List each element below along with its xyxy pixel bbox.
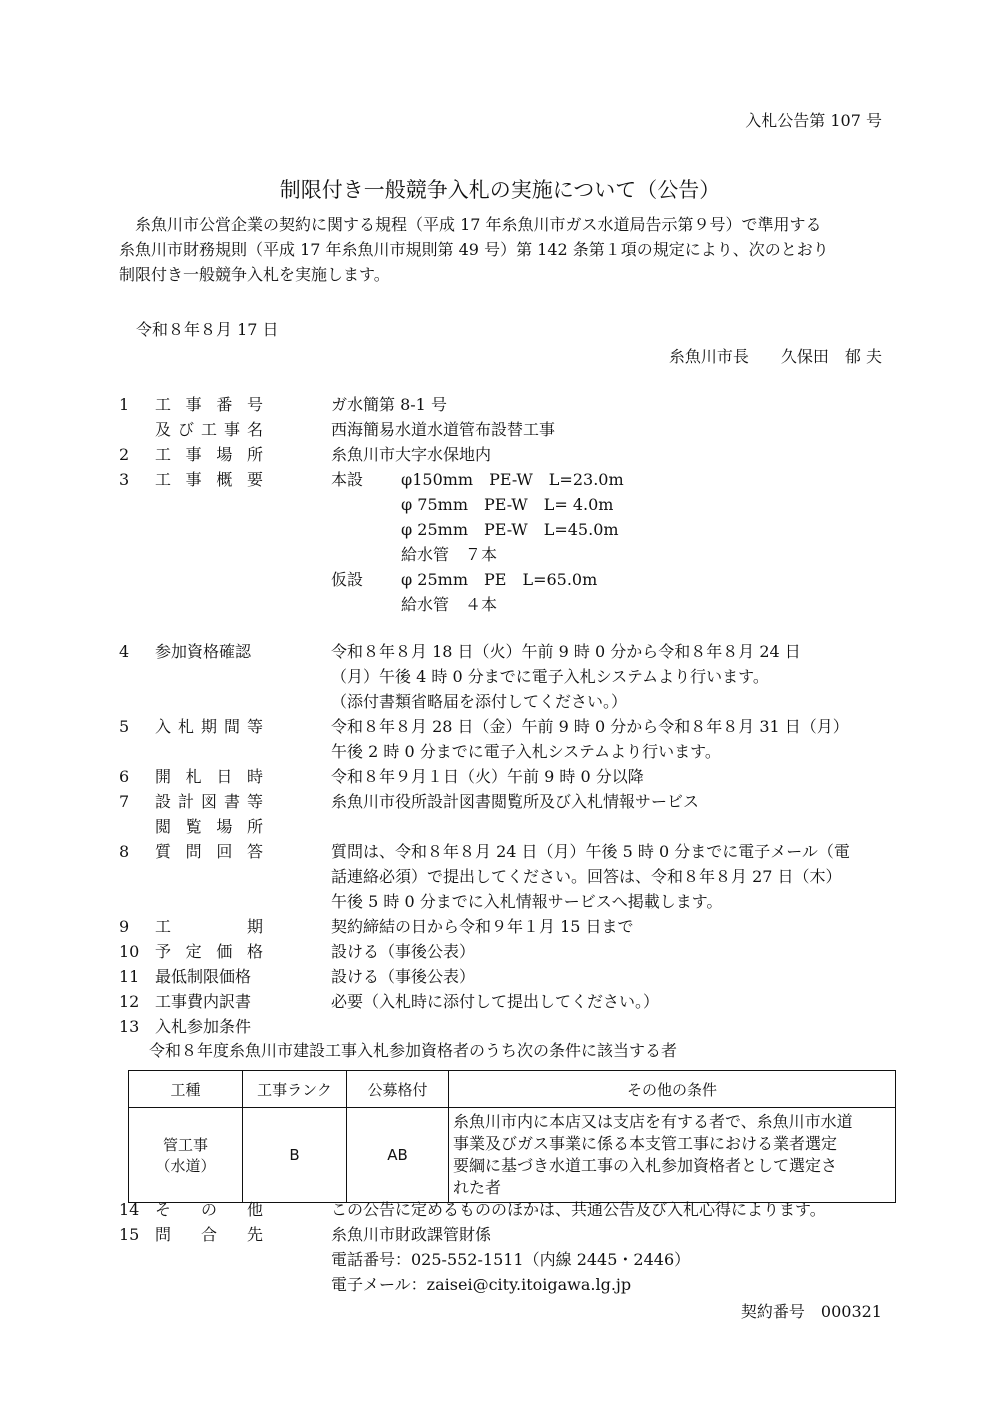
label-char: 工 <box>155 395 172 414</box>
spec-line <box>331 517 884 542</box>
item-4-line <box>119 664 884 689</box>
label-char: 場 <box>216 817 233 836</box>
item-number: 4 <box>119 642 130 661</box>
spec-row <box>119 592 884 617</box>
label-char: 事 <box>185 470 202 489</box>
notice-number: 入札公告第 107 号 <box>745 111 882 130</box>
label-char: 入 <box>155 717 172 736</box>
item-6 <box>119 764 884 789</box>
label-char: の <box>200 1200 217 1219</box>
item-13 <box>119 1014 884 1039</box>
label-char: 図 <box>200 792 217 811</box>
column-header: 公募格付 <box>347 1071 449 1108</box>
issuer: 糸魚川市長 久保田 郁 夫 <box>668 347 882 366</box>
label-char: 概 <box>216 470 233 489</box>
label-char: 間 <box>223 717 240 736</box>
conditions-intro: 令和８年度糸魚川市建設工事入札参加資格者のうち次の条件に該当する者 <box>149 1041 678 1060</box>
item-number: 7 <box>119 792 130 811</box>
label-char: 工 <box>155 470 172 489</box>
label-char: 時 <box>246 767 263 786</box>
table-row <box>129 1108 896 1203</box>
work-type-sub: （水道） <box>155 1157 216 1175</box>
item-4-line <box>119 689 884 714</box>
label-char: 先 <box>246 1225 263 1244</box>
item-number: 14 <box>119 1200 140 1219</box>
item-1 <box>119 392 884 417</box>
table-header-row <box>129 1071 896 1108</box>
label-char: 問 <box>185 842 202 861</box>
label-char: 問 <box>155 1225 172 1244</box>
label-char: 所 <box>246 445 263 464</box>
item-number: 5 <box>119 717 130 736</box>
notice-date: 令和８年８月 17 日 <box>136 320 279 339</box>
spec-text: φ150mm PE-W L=23.0m <box>401 470 624 489</box>
label-char: 等 <box>246 717 263 736</box>
column-header: 工事ランク <box>243 1071 347 1108</box>
item-label <box>155 939 263 964</box>
item-2 <box>119 442 884 467</box>
label-char: 所 <box>246 817 263 836</box>
item-value: 西海簡易水道水道管布設替工事 <box>331 420 556 439</box>
item-8-line <box>119 864 884 889</box>
item-11 <box>119 964 884 989</box>
label-char: 答 <box>246 842 263 861</box>
item-value: 必要（入札時に添付して提出してください。） <box>331 992 660 1011</box>
item-label: 最低制限価格 <box>155 967 252 986</box>
contact-office: 糸魚川市財政課管財係 <box>331 1225 492 1244</box>
label-char: 工 <box>155 445 172 464</box>
spec-text: φ 75mm PE-W L= 4.0m <box>401 495 614 514</box>
item-15 <box>119 1222 884 1247</box>
work-type: 管工事 <box>162 1136 208 1154</box>
spec-category: 本設 <box>331 470 364 489</box>
spec-row <box>119 567 884 592</box>
intro-paragraph <box>119 212 884 287</box>
item-value: 令和８年８月 18 日（火）午前 9 時 0 分から令和８年８月 24 日 <box>331 642 801 661</box>
item-list-lower <box>119 1197 884 1297</box>
spec-line <box>331 592 884 617</box>
item-number: 13 <box>119 1017 140 1036</box>
contact-line <box>119 1272 884 1297</box>
spec-row <box>119 492 884 517</box>
spec-row <box>119 542 884 567</box>
condition-line: れた者 <box>453 1178 502 1197</box>
item-value: 午後 5 時 0 分までに入札情報サービスへ掲載します。 <box>331 892 723 911</box>
label-char: 番 <box>216 395 233 414</box>
label-char: 予 <box>155 942 172 961</box>
label-char: 要 <box>246 470 263 489</box>
item-number: 2 <box>119 445 130 464</box>
label-char: 価 <box>216 942 233 961</box>
conditions-table <box>128 1070 896 1203</box>
label-char: 閲 <box>155 817 172 836</box>
contact-line <box>119 1247 884 1272</box>
item-9 <box>119 914 884 939</box>
label-char: 号 <box>246 395 263 414</box>
spec-text: 給水管 ４本 <box>401 595 498 614</box>
item-label <box>155 789 263 814</box>
label-char: 日 <box>216 767 233 786</box>
item-5-line <box>119 739 884 764</box>
intro-line: 糸魚川市公営企業の契約に関する規程（平成 17 年糸魚川市ガス水道局告示第９号）で準用する <box>119 215 822 234</box>
column-header: 工種 <box>129 1071 243 1108</box>
item-value: 契約締結の日から令和９年１月 15 日まで <box>331 917 634 936</box>
item-14 <box>119 1197 884 1222</box>
spec-line <box>331 492 884 517</box>
item-number: 15 <box>119 1225 140 1244</box>
label-char: そ <box>155 1200 172 1219</box>
spec-text: φ 25mm PE-W L=45.0m <box>401 520 619 539</box>
label-char: 格 <box>246 942 263 961</box>
item-number: 3 <box>119 470 130 489</box>
item-value: この公告に定めるもののほかは、共通公告及び入札心得によります。 <box>331 1200 826 1219</box>
label-char: 場 <box>216 445 233 464</box>
item-number: 11 <box>119 967 140 986</box>
item-number: 6 <box>119 767 130 786</box>
label-char: 他 <box>246 1200 263 1219</box>
other-conditions-cell <box>449 1108 896 1203</box>
label-char: 名 <box>246 420 263 439</box>
spec-line <box>331 542 884 567</box>
spec-line <box>331 467 884 492</box>
item-12 <box>119 989 884 1014</box>
label-char: 事 <box>223 420 240 439</box>
label-char: 計 <box>177 792 194 811</box>
item-label <box>155 392 263 417</box>
item-list <box>119 392 884 1064</box>
condition-line: 糸魚川市内に本店又は支店を有する者で、糸魚川市水道 <box>453 1112 853 1131</box>
label-char: 期 <box>200 717 217 736</box>
item-value: ガ水簡第 8-1 号 <box>331 395 447 414</box>
label-char: 期 <box>246 917 263 936</box>
item-label: 参加資格確認 <box>155 642 252 661</box>
item-value: 糸魚川市大字水保地内 <box>331 445 492 464</box>
item-label <box>155 442 263 467</box>
condition-line: 要綱に基づき水道工事の入札参加資格者として選定さ <box>453 1156 838 1175</box>
label-char: 定 <box>185 942 202 961</box>
label-char: 合 <box>200 1225 217 1244</box>
page-title: 制限付き一般競争入札の実施について（公告） <box>279 178 721 202</box>
label-char: 工 <box>155 917 172 936</box>
item-label <box>155 714 263 739</box>
item-label <box>155 814 263 839</box>
item-number: 9 <box>119 917 130 936</box>
spec-text: 給水管 ７本 <box>401 545 498 564</box>
item-label <box>155 1222 263 1247</box>
item-number: 8 <box>119 842 130 861</box>
column-header: その他の条件 <box>449 1071 896 1108</box>
item-5 <box>119 714 884 739</box>
item-label: 入札参加条件 <box>155 1017 252 1036</box>
contract-number: 契約番号 000321 <box>740 1302 882 1321</box>
item-4 <box>119 639 884 664</box>
item-number: 12 <box>119 992 140 1011</box>
item-value: 糸魚川市役所設計図書閲覧所及び入札情報サービス <box>331 792 700 811</box>
item-7 <box>119 789 884 814</box>
intro-line: 制限付き一般競争入札を実施します。 <box>119 265 390 284</box>
label-char: 書 <box>223 792 240 811</box>
work-type-cell <box>129 1108 243 1203</box>
item-value: （添付書類省略届を添付してください。） <box>331 692 628 711</box>
label-char: 覧 <box>185 817 202 836</box>
item-10 <box>119 939 884 964</box>
item-value: 令和８年９月１日（火）午前 9 時 0 分以降 <box>331 767 644 786</box>
label-char: 及 <box>155 420 172 439</box>
intro-line: 糸魚川市財務規則（平成 17 年糸魚川市規則第 49 号）第 142 条第１項の規定により、次のとおり <box>119 240 829 259</box>
item-number: 1 <box>119 395 130 414</box>
label-char: 事 <box>185 445 202 464</box>
label-char: 開 <box>155 767 172 786</box>
label-char: 事 <box>185 395 202 414</box>
label-char: 設 <box>155 792 172 811</box>
item-value: 設ける（事後公表） <box>331 942 476 961</box>
item-8 <box>119 839 884 864</box>
grade-cell: AB <box>347 1108 449 1203</box>
item-8-line <box>119 889 884 914</box>
item-value: 話連絡必須）で提出してください。回答は、令和８年８月 27 日（木） <box>331 867 842 886</box>
item-label <box>155 839 263 864</box>
label-char: 札 <box>177 717 194 736</box>
item-label: 工事費内訳書 <box>155 992 252 1011</box>
item-label <box>155 914 263 939</box>
item-label <box>155 417 263 442</box>
spec-category: 仮設 <box>331 570 364 589</box>
rank-cell: B <box>243 1108 347 1203</box>
item-label <box>155 764 263 789</box>
item-value: 令和８年８月 28 日（金）午前 9 時 0 分から令和８年８月 31 日（月） <box>331 717 849 736</box>
item-7-line2 <box>119 814 884 839</box>
label-char: 札 <box>185 767 202 786</box>
item-3 <box>119 467 884 492</box>
spec-line <box>331 567 884 592</box>
label-char: 工 <box>200 420 217 439</box>
item-number: 10 <box>119 942 140 961</box>
item-value: 午後 2 時 0 分までに電子入札システムより行います。 <box>331 742 721 761</box>
item-value: （月）午後 4 時 0 分までに電子入札システムより行います。 <box>331 667 769 686</box>
item-value: 設ける（事後公表） <box>331 967 476 986</box>
contact-email[interactable]: 電子メール：zaisei@city.itoigawa.lg.jp <box>331 1275 632 1294</box>
spec-row <box>119 517 884 542</box>
condition-line: 事業及びガス事業に係る本支管工事における業者選定 <box>453 1134 838 1153</box>
item-label <box>155 467 263 492</box>
spec-text: φ 25mm PE L=65.0m <box>401 570 598 589</box>
label-char: 回 <box>216 842 233 861</box>
label-char: び <box>177 420 194 439</box>
label-char: 質 <box>155 842 172 861</box>
label-char: 等 <box>246 792 263 811</box>
item-value: 質問は、令和８年８月 24 日（月）午後 5 時 0 分までに電子メール（電 <box>331 842 850 861</box>
contact-phone[interactable]: 電話番号：025-552-1511（内線 2445・2446） <box>331 1250 691 1269</box>
item-label <box>155 1197 263 1222</box>
item-1-line2 <box>119 417 884 442</box>
